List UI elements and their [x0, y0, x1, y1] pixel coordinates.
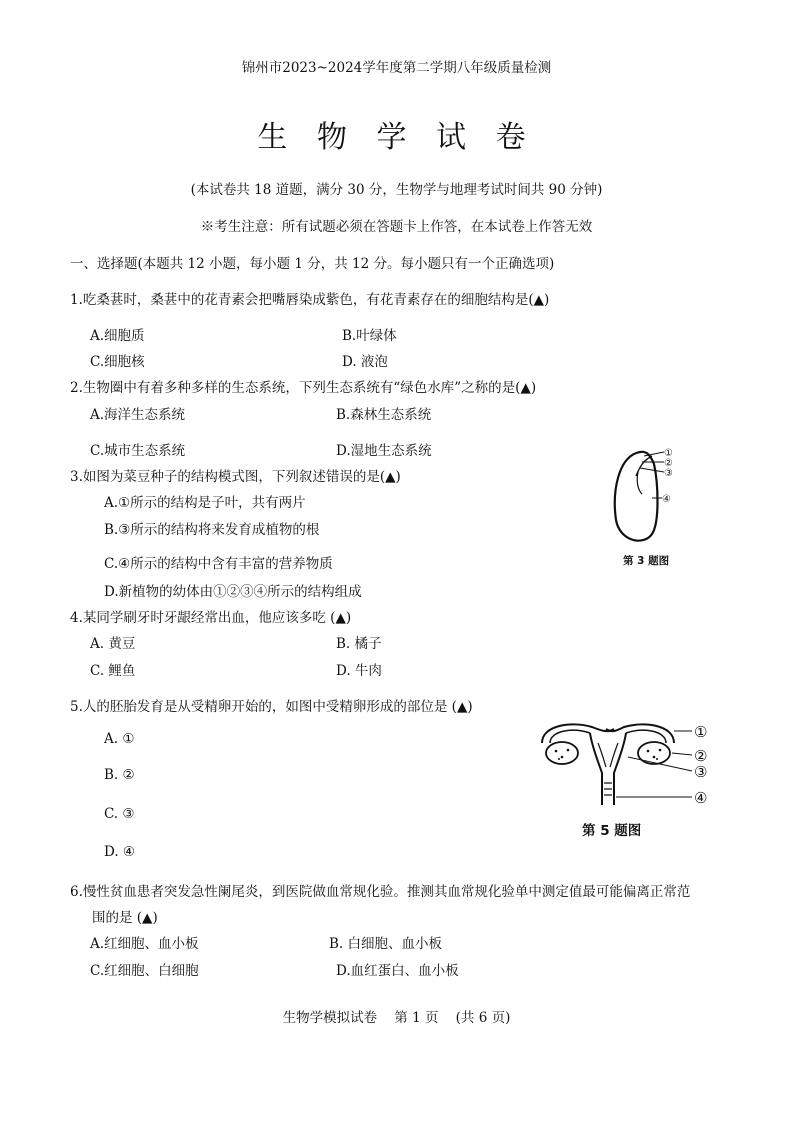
q2-option-d: D.湿地生态系统: [336, 443, 432, 459]
page-title: 生 物 学 试 卷: [257, 120, 536, 155]
q5-option-c: C. ③: [104, 806, 135, 822]
q3-label-1: ①: [664, 448, 673, 459]
q3-option-a: A.①所示的结构是子叶，共有两片: [104, 495, 306, 511]
q1-option-b: B.叶绿体: [342, 328, 397, 344]
q1-option-c: C.细胞核: [90, 354, 145, 370]
q3-option-b: B.③所示的结构将来发育成植物的根: [104, 522, 320, 538]
q2-stem: 2.生物圈中有着多种多样的生态系统，下列生态系统有“绿色水库”之称的是(▲): [70, 380, 537, 396]
q5-label-2: ②: [694, 747, 708, 765]
q3-stem: 3.如图为菜豆种子的结构模式图，下列叙述错误的是(▲): [70, 469, 401, 485]
q4-option-a: A. 黄豆: [90, 636, 136, 652]
q2-option-a: A.海洋生态系统: [90, 407, 186, 423]
q2-option-b: B.森林生态系统: [336, 407, 432, 423]
q6-option-c: C.红细胞、白细胞: [90, 963, 199, 979]
q5-label-3: ③: [694, 763, 708, 781]
q3-label-4: ④: [662, 494, 671, 505]
q4-option-c: C. 鲤鱼: [90, 663, 136, 679]
q5-label-4: ④: [694, 789, 708, 807]
female-reproductive-system-figure: [532, 713, 722, 813]
section-heading: 一、选择题(本题共 12 小题，每小题 1 分，共 12 分。每小题只有一个正确选项): [70, 256, 555, 272]
q4-stem: 4.某同学刷牙时牙龈经常出血，他应该多吃 (▲): [70, 610, 352, 626]
q5-option-a: A. ①: [104, 731, 135, 747]
q5-option-d: D. ④: [104, 844, 136, 860]
q1-option-a: A.细胞质: [90, 328, 145, 344]
q5-figure-caption: 第 5 题图: [582, 823, 642, 839]
q3-option-d: D.新植物的幼体由①②③④所示的结构组成: [104, 584, 362, 600]
q3-option-c: C.④所示的结构中含有丰富的营养物质: [104, 556, 333, 572]
q6-option-b: B. 白细胞、血小板: [329, 936, 443, 952]
exam-note: (本试卷共 18 道题，满分 30 分，生物学与地理考试时间共 90 分钟): [190, 182, 603, 198]
q3-label-2: ②: [664, 458, 673, 469]
q3-figure-caption: 第 3 题图: [623, 555, 670, 567]
q1-option-d: D. 液泡: [342, 354, 388, 370]
q6-option-d: D.血红蛋白、血小板: [336, 963, 459, 979]
page-footer: 生物学模拟试卷 第 1 页 (共 6 页): [282, 1010, 511, 1026]
q4-option-d: D. 牛肉: [336, 663, 382, 679]
exam-header: 锦州市2023~2024学年度第二学期八年级质量检测: [241, 60, 552, 76]
q3-label-3: ③: [664, 468, 673, 479]
q1-stem: 1.吃桑葚时，桑葚中的花青素会把嘴唇染成紫色，有花青素存在的细胞结构是(▲): [70, 292, 550, 308]
q5-option-b: B. ②: [104, 767, 135, 783]
q5-stem: 5.人的胚胎发育是从受精卵开始的，如图中受精卵形成的部位是 (▲): [70, 699, 473, 715]
bean-seed-figure: [600, 442, 710, 552]
q2-option-c: C.城市生态系统: [90, 443, 186, 459]
q6-option-a: A.红细胞、血小板: [90, 936, 199, 952]
q6-stem-line2: 围的是 (▲): [92, 910, 158, 926]
q6-stem-line1: 6.慢性贫血患者突发急性阑尾炎，到医院做血常规化验。推测其血常规化验单中测定值最可能偏离正常范: [70, 884, 691, 900]
q4-option-b: B. 橘子: [336, 636, 382, 652]
q5-label-1: ①: [694, 723, 708, 741]
exam-warning: ※考生注意：所有试题必须在答题卡上作答，在本试卷上作答无效: [200, 219, 593, 235]
